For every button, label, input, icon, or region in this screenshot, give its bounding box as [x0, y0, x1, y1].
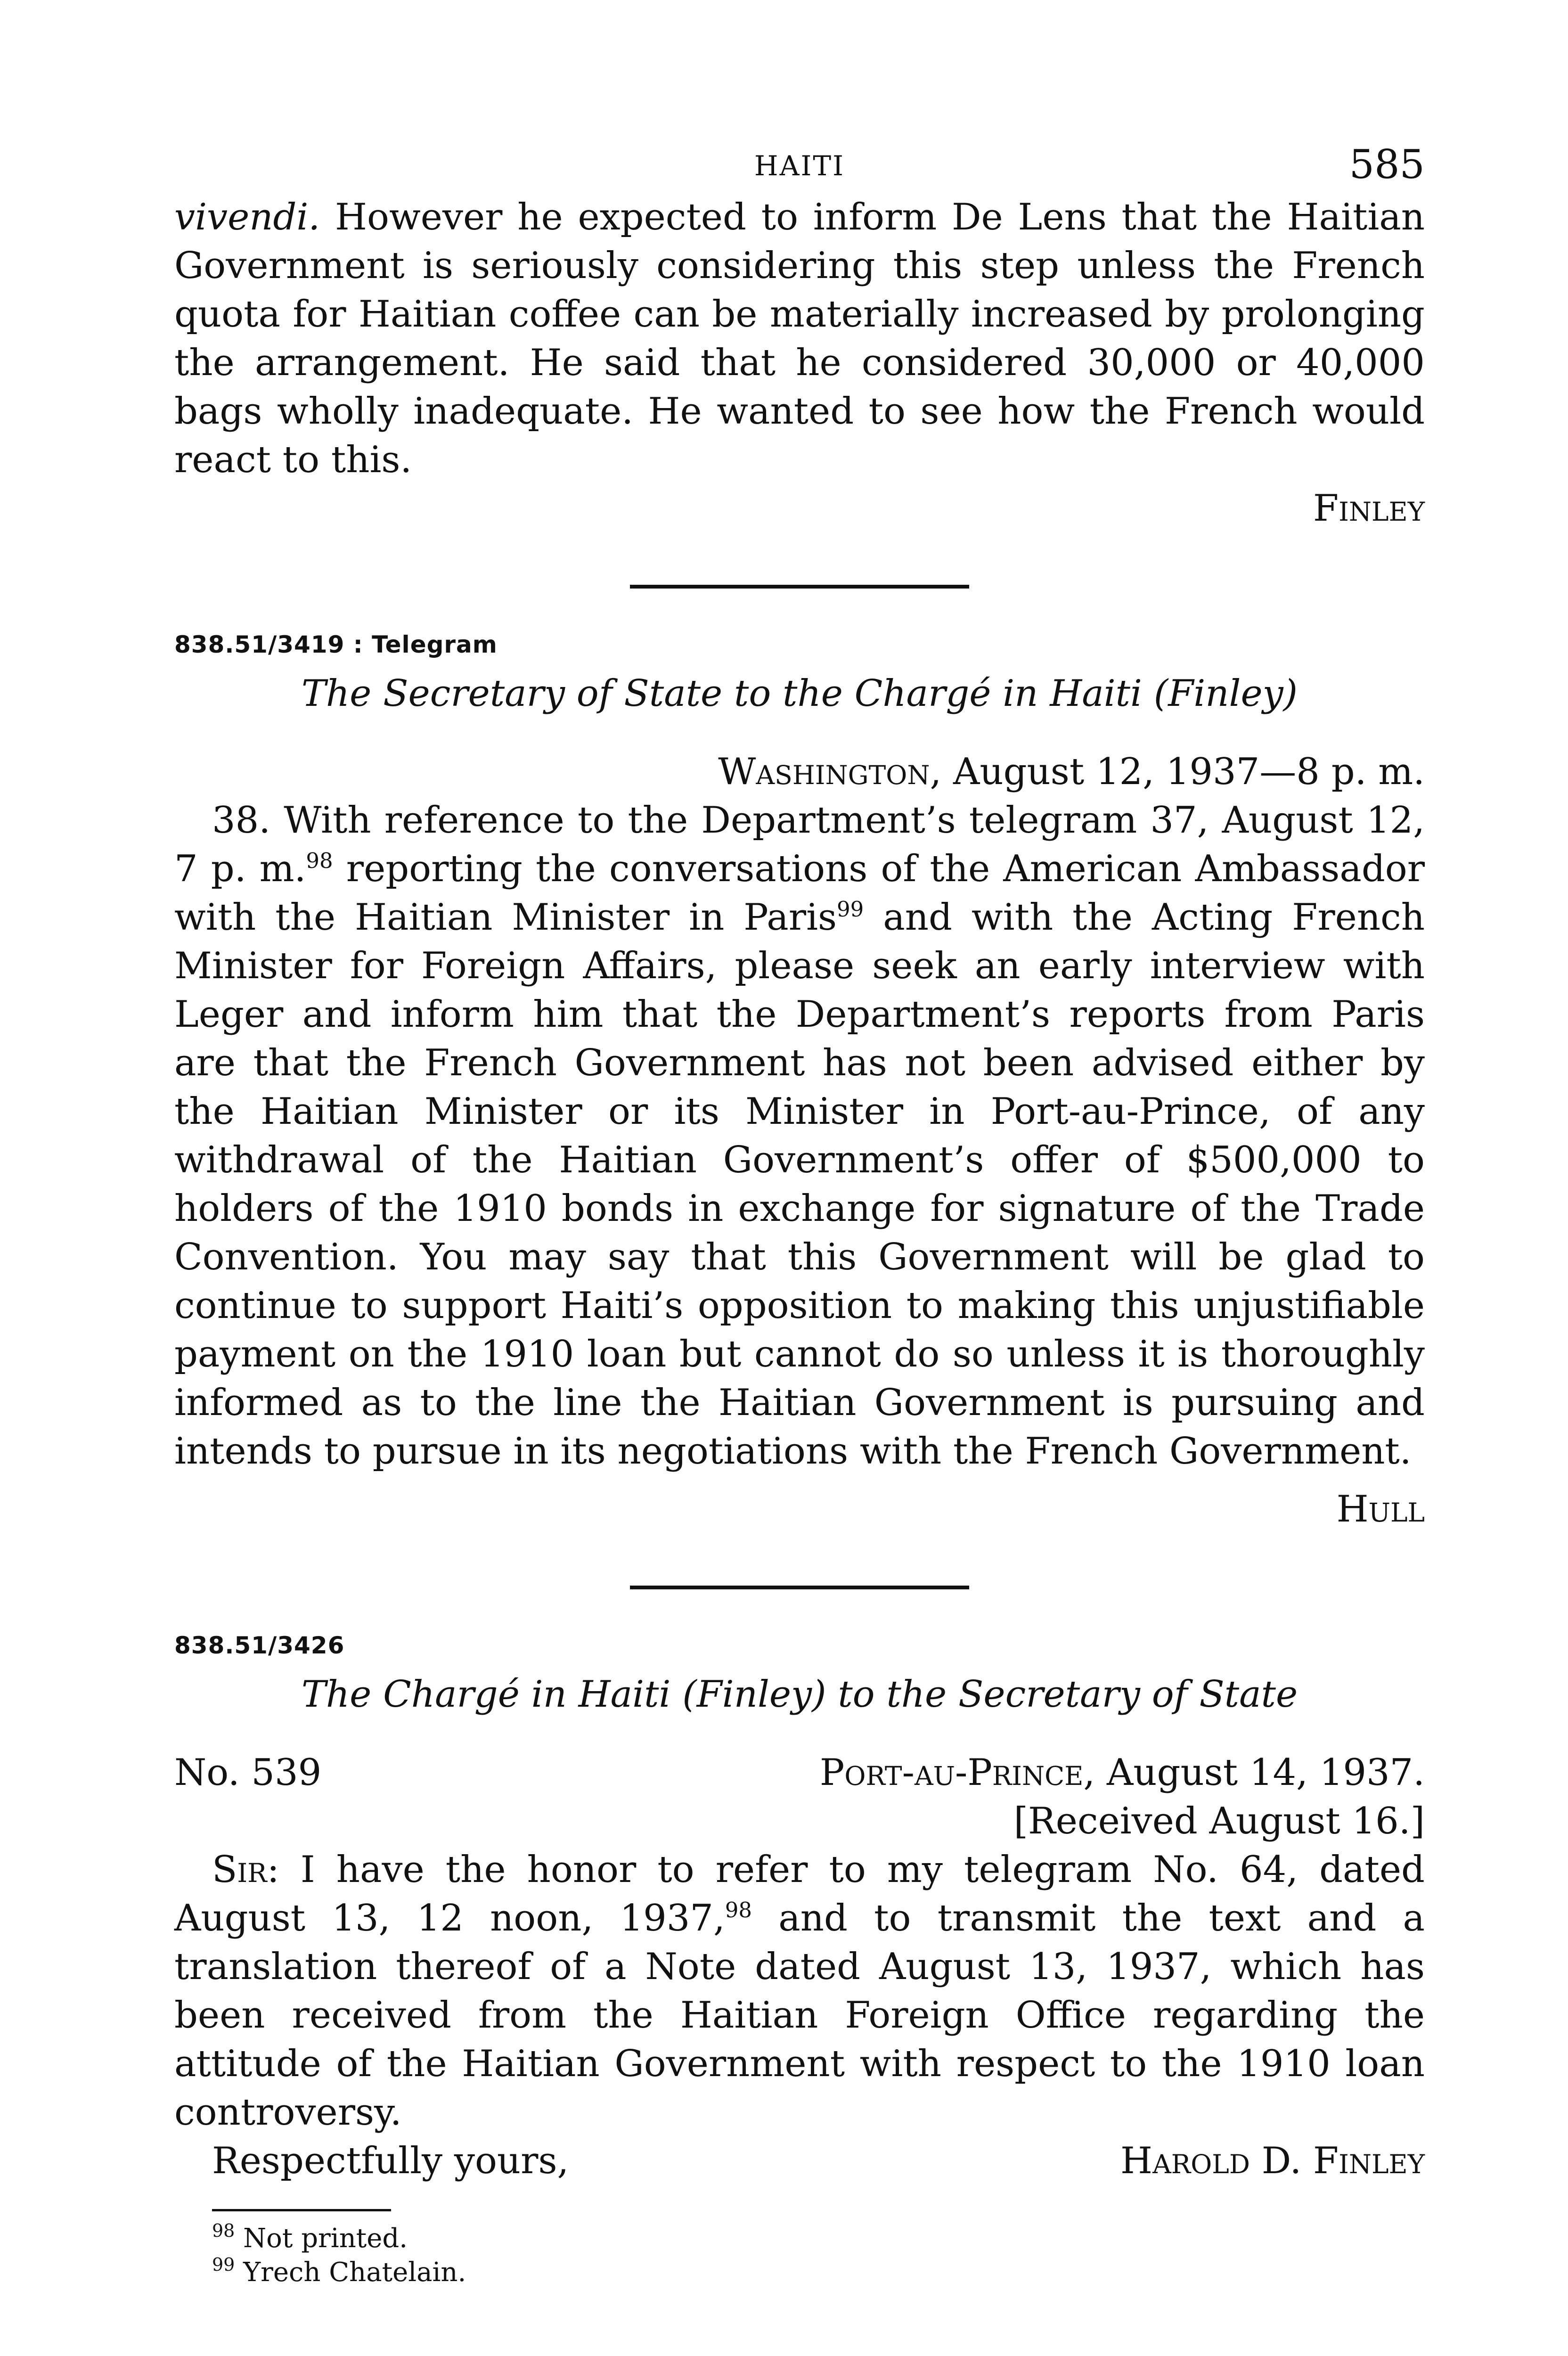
file-number: 838.51/3419 : Telegram — [174, 631, 498, 658]
section-divider-rule — [630, 585, 969, 589]
footnote-ref-99: 99 — [837, 897, 864, 922]
page-content — [174, 141, 1425, 2290]
dateline-date: August 14, 1937. — [1095, 1751, 1425, 1794]
body-text-a: 38. With reference to the Department’s telegram 37, August 12, 7 p. m. — [174, 799, 1425, 890]
dateline-place: Port-au-Prince, — [819, 1751, 1095, 1794]
document-heading: The Chargé in Haiti (Finley) to the Secretary of State — [301, 1673, 1298, 1716]
telegram-body — [174, 796, 1425, 1476]
body-text-b: reporting the conversations of the American Ambassador with the Haitian Minister in Paris — [174, 848, 1425, 939]
closing: Respectfully yours, — [212, 2140, 569, 2182]
running-title: HAITI — [754, 150, 845, 182]
received-date: [Received August 16.] — [1013, 1800, 1425, 1842]
file-number: 838.51/3426 — [174, 1632, 345, 1659]
footnote-98 — [174, 2222, 1425, 2256]
continuation-italic: vivendi. — [174, 196, 320, 238]
running-header — [174, 141, 1425, 193]
page-number: 585 — [1349, 141, 1425, 188]
despatch-number-and-dateline — [174, 1749, 1425, 1797]
signature-finley: Finley — [1313, 487, 1425, 530]
document-telegram-3419 — [174, 631, 1425, 1534]
footnote-mark: 99 — [212, 2254, 235, 2275]
footnote-text: Yrech Chatelain. — [243, 2257, 466, 2288]
continuation-text: However he expected to inform De Lens that the Haitian Government is seriously considering this step unless the French quota for Haitian coffee can be materially increased by prolonging the arrangement. He said that he considered 30,000 or 40,000 bags wholly inadequate. He wanted to see how the French would react to this. — [174, 196, 1425, 481]
closing-line — [174, 2137, 1425, 2185]
despatch-number: No. 539 — [174, 1751, 322, 1794]
document-despatch-3426 — [174, 1632, 1425, 2185]
body-text-a: : I have the honor to refer to my telegram No. 64, dated August 13, 12 noon, 1937, — [174, 1849, 1425, 1939]
section-previous-continuation — [174, 193, 1425, 533]
dateline-place: Washington, — [718, 751, 942, 793]
despatch-body — [174, 1846, 1425, 2137]
footnote-ref-98: 98 — [306, 848, 333, 873]
footnote-mark: 98 — [212, 2220, 235, 2241]
signature-hull: Hull — [1336, 1488, 1425, 1530]
salutation: Sir — [212, 1849, 267, 1891]
dateline-date: August 12, 1937—8 p. m. — [941, 751, 1425, 793]
dateline — [174, 748, 1425, 796]
section-divider-rule — [630, 1586, 969, 1589]
signature-harold-finley: Harold D. Finley — [1120, 2140, 1425, 2182]
body-text-b: and to transmit the text and a translation thereof of a Note dated August 13, 1937, which has been received from the Haitian Foreign Office regarding the attitude of the Haitian Government with respect to the 1910 loan controversy. — [174, 1897, 1425, 2134]
body-text-c: and with the Acting French Minister for Foreign Affairs, please seek an early interview with Leger and inform him that the Department’s reports from Paris are that the French Government has not been advised either by the Haitian Minister or its Minister in Port-au-Prince, of any withdrawal of the Haitian Government’s offer of $500,000 to holders of the 1910 bonds in exchange for signature of the Trade Convention. You may say that this Government will be glad to continue to support Haiti’s opposition to making this unjustifiable payment on the 1910 loan but cannot do so unless it is thoroughly informed as to the line the Haitian Government is pursuing and intends to pursue in its negotiations with the French Government. — [174, 896, 1425, 1472]
continuation-paragraph — [174, 193, 1425, 484]
footnotes — [174, 2209, 1425, 2290]
footnote-text: Not printed. — [243, 2223, 408, 2254]
document-heading: The Secretary of State to the Chargé in Haiti (Finley) — [301, 672, 1298, 715]
footnote-99 — [174, 2256, 1425, 2290]
dateline — [820, 1749, 1425, 1797]
footnote-rule — [212, 2209, 391, 2211]
footnote-ref-98: 98 — [725, 1898, 752, 1922]
